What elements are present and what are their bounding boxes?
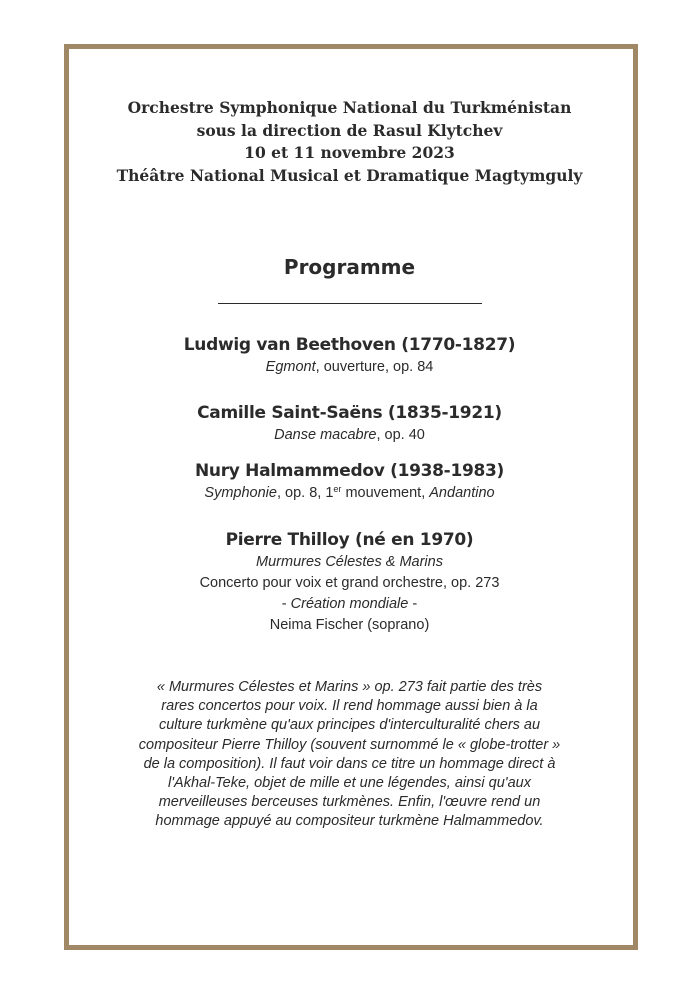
work-title: Danse macabre <box>274 427 377 443</box>
work-tempo: Andantino <box>429 485 495 501</box>
note-line: culture turkmène qu'aux principes d'interculturalité chers au <box>158 717 541 734</box>
work-details: , op. 8, 1 <box>276 485 334 501</box>
orchestra-name: Orchestre Symphonique National du Turkménistan <box>127 98 572 117</box>
title-divider <box>218 303 482 304</box>
work-title: Symphonie <box>204 485 277 501</box>
note-line: rares concertos pour voix. Il rend hommage aussi bien à la <box>161 698 538 715</box>
note-line: « Murmures Célestes et Marins » op. 273 fait partie des très <box>156 679 543 695</box>
conductor-line: sous la direction de Rasul Klytchev <box>196 120 503 140</box>
work-title: Murmures Célestes & Marins <box>256 554 443 570</box>
work-line <box>0 357 699 378</box>
note-line: compositeur Pierre Thilloy (souvent surnommé le « globe-trotter » <box>138 736 561 753</box>
work-line <box>0 552 699 573</box>
ordinal-superscript: er <box>333 484 342 494</box>
dash-open: - <box>281 596 291 612</box>
programme-item-beethoven <box>0 333 699 378</box>
note-line: l'Akhal-Teke, objet de mille et une légendes, ainsi qu'aux <box>168 775 531 792</box>
programme-item-halmammedov <box>0 459 699 504</box>
programme-note <box>118 678 581 832</box>
note-line: hommage appuyé au compositeur turkmène Halmammedov. <box>155 813 544 830</box>
programme-item-saint-saens <box>0 401 699 446</box>
work-line <box>0 425 699 446</box>
venue-name: Théâtre National Musical et Dramatique Magtymguly <box>116 165 583 185</box>
programme-item-thilloy <box>0 528 699 636</box>
work-details: , ouverture, op. 84 <box>315 359 434 375</box>
work-line <box>0 483 699 504</box>
concert-header <box>0 97 699 187</box>
concert-dates: 10 et 11 novembre 2023 <box>244 143 455 162</box>
dash-close: - <box>408 596 418 612</box>
note-line: de la composition). Il faut voir dans ce titre un hommage direct à <box>143 755 556 772</box>
composer-name: Camille Saint-Saëns (1835-1921) <box>197 403 502 423</box>
work-title: Egmont <box>265 359 316 375</box>
composer-name: Ludwig van Beethoven (1770-1827) <box>183 335 516 355</box>
work-subtitle: Concerto pour voix et grand orchestre, op. 273 <box>199 575 500 591</box>
note-line: merveilleuses berceuses turkmènes. Enfin, l'œuvre rend un <box>158 794 541 811</box>
work-details: , op. 40 <box>376 427 425 443</box>
premiere-label: Création mondiale <box>290 596 409 612</box>
work-details-continued: mouvement, <box>341 485 430 501</box>
soloist-line: Neima Fischer (soprano) <box>269 617 430 633</box>
premiere-line <box>0 594 699 615</box>
programme-title: Programme <box>283 255 416 279</box>
composer-name: Nury Halmammedov (1938-1983) <box>194 461 505 481</box>
composer-name: Pierre Thilloy (né en 1970) <box>225 530 474 550</box>
